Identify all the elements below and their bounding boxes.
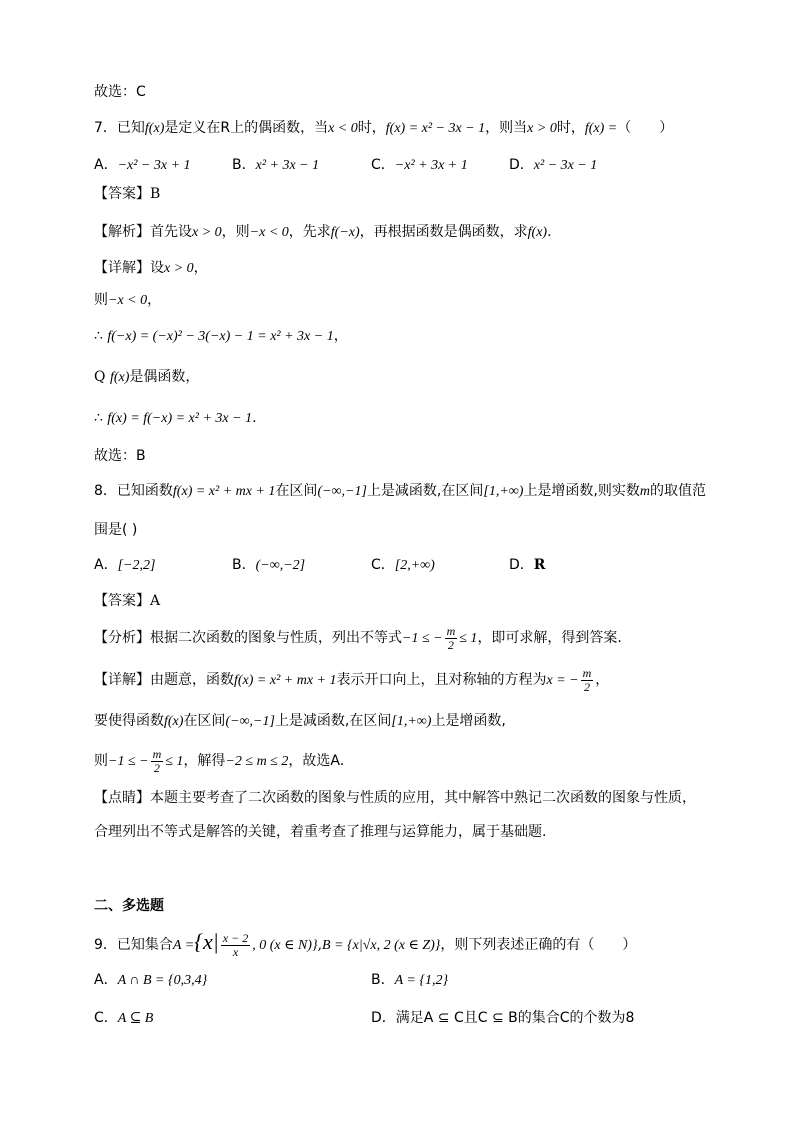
answer-tag: 【答案】 (94, 593, 150, 609)
option-label: D． (509, 557, 534, 573)
option-expr: −x² − 3x + 1 (117, 158, 191, 173)
fraction (445, 625, 458, 652)
q8-stem-math: f(x) = x² + mx + 1 (172, 484, 276, 499)
detail-math: x = − (546, 673, 579, 688)
detail-math: −2 ≤ m ≤ 2 (225, 754, 289, 769)
analysis-math: −x < 0 (249, 225, 289, 240)
option-label: D． (371, 1010, 396, 1026)
option-expr: A ∩ B = {0,3,4} (117, 973, 208, 988)
detail-text: 则 (94, 292, 108, 308)
q9-stem-text: , (317, 937, 323, 953)
detail-math: f(x) (109, 370, 130, 385)
option-label: B． (232, 157, 256, 173)
option-label: A． (94, 972, 118, 988)
detail-text: 则 (94, 753, 108, 769)
therefore-symbol: ∴ (94, 410, 108, 426)
detail-text: ， (333, 328, 348, 344)
q8-answer (94, 591, 160, 611)
because-symbol: Q (94, 369, 110, 385)
analysis-text: ，即可求解，得到答案. (477, 630, 622, 646)
option-label: D． (509, 157, 534, 173)
analysis-math: −1 ≤ − (402, 631, 443, 646)
option-label: B． (232, 557, 256, 573)
option-label: C． (94, 1010, 118, 1026)
q9-stem-text: ，则下列表述正确的有（ ） (440, 937, 637, 953)
detail-text: ， (193, 260, 208, 276)
analysis-text: 首先设 (150, 224, 192, 240)
detail-math: [1,+∞) (391, 714, 432, 729)
q6-conclusion: 故选：C (94, 84, 146, 100)
fraction-denominator: 2 (583, 679, 590, 694)
detail-text: . (252, 410, 257, 426)
detail-text: 上是增函数, (431, 713, 506, 729)
q8-stem-text: 上是减函数,在区间 (366, 483, 484, 499)
therefore-symbol: ∴ (94, 328, 108, 344)
q9-option-c (94, 1008, 153, 1029)
detail-text: 设 (150, 260, 164, 276)
q8-option-a (94, 555, 155, 576)
detail-math: −x < 0 (108, 293, 148, 308)
q9-stem-math: , 0 (x ∈ N)} (252, 938, 318, 953)
q8-stem (94, 481, 706, 502)
answer-value: B (150, 186, 161, 202)
detail-math: −1 ≤ − (108, 754, 149, 769)
q8-detail-3 (94, 746, 344, 777)
option-expr: A = {1,2} (394, 973, 449, 988)
option-expr: x² − 3x − 1 (533, 158, 598, 173)
answer-tag: 【答案】 (94, 186, 150, 202)
fraction-numerator: x − 2 (222, 930, 249, 945)
q7-stem (94, 118, 673, 139)
q9-stem-math: {x| (194, 929, 219, 954)
option-expr: [2,+∞) (394, 558, 435, 573)
option-label: B． (371, 972, 395, 988)
detail-tag: 【详解】 (94, 260, 150, 276)
q8-stem-math: [1,+∞) (483, 484, 524, 499)
q7-detail-3 (94, 326, 348, 347)
q7-option-d (509, 155, 597, 176)
q7-stem-fx2: f(x) = (584, 121, 618, 136)
q8-comment-1 (94, 788, 696, 808)
fraction-numerator: m (446, 623, 456, 638)
q8-option-d (509, 555, 545, 575)
section-heading: 二、多选题 (94, 898, 164, 914)
q9-stem (94, 927, 636, 961)
fraction (221, 932, 250, 959)
analysis-tag: 【解析】 (94, 224, 150, 240)
fraction-numerator: m (152, 746, 162, 761)
q8-option-b (232, 555, 305, 576)
option-expr: 满足A ⊆ C且C ⊆ B的集合C的个数为8 (395, 1010, 635, 1026)
detail-text: 在区间 (183, 713, 226, 729)
fraction (581, 667, 594, 694)
q9-option-b (371, 970, 448, 991)
q9-stem-math: B = {x|√x, 2 (x ∈ Z)} (322, 938, 441, 953)
q8-analysis (94, 623, 622, 654)
comment-tag: 【点睛】 (94, 790, 150, 806)
q8-stem-text: 的取值范 (650, 483, 707, 499)
q8-option-c (371, 555, 435, 576)
q8-stem-line2: 围是( ) (94, 522, 138, 538)
fraction-denominator: x (232, 944, 239, 959)
option-expr: [−2,2] (117, 558, 156, 573)
q7-answer (94, 184, 160, 204)
option-label: C． (371, 557, 395, 573)
fraction-numerator: m (582, 665, 592, 680)
detail-math: f(x) = f(−x) = x² + 3x − 1 (107, 411, 253, 426)
analysis-text: ，先求 (288, 224, 331, 240)
q7-option-a (94, 155, 191, 176)
q8-detail-2 (94, 711, 506, 732)
q7-stem-mid2: 时， (357, 120, 386, 136)
option-expr: R (533, 557, 546, 573)
option-label: A． (94, 557, 118, 573)
option-expr: (−∞,−2] (255, 558, 306, 573)
option-expr: −x² + 3x + 1 (394, 158, 468, 173)
q7-detail-2 (94, 290, 161, 311)
analysis-tag: 【分析】 (94, 630, 150, 646)
q8-stem-math: (−∞,−1] (317, 484, 367, 499)
analysis-text: 根据二次函数的图象与性质，列出不等式 (150, 630, 402, 646)
q7-stem-pre: 7．已知 (94, 120, 145, 136)
q8-stem-text: 上是增函数,则实数 (523, 483, 640, 499)
detail-text: ， (595, 672, 610, 688)
detail-text: 是偶函数， (129, 369, 200, 385)
analysis-text: ，再根据函数是偶函数，求 (359, 224, 528, 240)
q7-stem-mid4: 时， (556, 120, 585, 136)
detail-text: 要使得函数 (94, 713, 164, 729)
q9-stem-text: 9．已知集合 (94, 937, 173, 953)
detail-text: ，解得 (183, 753, 226, 769)
q7-stem-fx: f(x) (144, 121, 165, 136)
detail-math: ≤ 1 (165, 754, 184, 769)
detail-text: 表示开口向上，且对称轴的方程为 (336, 672, 547, 688)
answer-value: A (150, 593, 161, 609)
detail-math: f(x) (164, 714, 184, 729)
analysis-math: x > 0 (192, 225, 222, 240)
q7-analysis (94, 222, 552, 243)
analysis-math: ≤ 1 (459, 631, 478, 646)
q8-comment-2: 合理列出不等式是解答的关键，着重考查了推理与运算能力，属于基础题. (94, 824, 547, 840)
q7-option-b (232, 155, 319, 176)
detail-math: (−∞,−1] (225, 714, 275, 729)
q7-detail-4 (94, 367, 199, 388)
q7-stem-expr: f(x) = x² − 3x − 1 (385, 121, 486, 136)
q7-conclusion: 故选：B (94, 448, 146, 464)
fraction-denominator: 2 (447, 637, 454, 652)
detail-text: ， (147, 292, 162, 308)
fraction (151, 748, 164, 775)
detail-text: 上是减函数,在区间 (274, 713, 392, 729)
q8-detail-1 (94, 665, 609, 696)
detail-math: f(x) = x² + mx + 1 (234, 673, 337, 688)
detail-tag: 【详解】 (94, 672, 150, 688)
q7-stem-blank: （ ） (617, 120, 674, 136)
analysis-text: . (547, 224, 552, 240)
detail-text: 由题意，函数 (150, 672, 234, 688)
analysis-math: f(x) (527, 225, 548, 240)
detail-math: f(−x) = (−x)² − 3(−x) − 1 = x² + 3x − 1 (107, 329, 334, 344)
fraction-denominator: 2 (153, 760, 160, 775)
q9-stem-math: A = (172, 938, 195, 953)
q7-stem-cond2: x > 0 (527, 121, 557, 136)
q8-stem-text: 在区间 (275, 483, 318, 499)
q9-option-a (94, 970, 207, 991)
detail-text: ，故选A. (288, 753, 345, 769)
option-label: C． (371, 157, 395, 173)
q7-option-c (371, 155, 468, 176)
option-label: A． (94, 157, 118, 173)
q7-stem-mid3: ，则当 (485, 120, 528, 136)
option-expr: A ⊆ B (117, 1011, 154, 1026)
q8-stem-text: 8．已知函数 (94, 483, 173, 499)
q7-detail-5 (94, 408, 257, 429)
analysis-math: f(−x) (330, 225, 360, 240)
q9-option-d (371, 1008, 634, 1028)
comment-text: 本题主要考查了二次函数的图象与性质的应用，其中解答中熟记二次函数的图象与性质， (150, 790, 696, 806)
detail-math: x > 0 (164, 261, 194, 276)
option-expr: x² + 3x − 1 (255, 158, 320, 173)
q7-stem-mid1: 是定义在R上的偶函数，当 (164, 120, 329, 136)
analysis-text: ，则 (221, 224, 250, 240)
q7-stem-cond1: x < 0 (328, 121, 358, 136)
q7-detail-1 (94, 258, 208, 279)
q8-stem-math: m (639, 484, 651, 499)
